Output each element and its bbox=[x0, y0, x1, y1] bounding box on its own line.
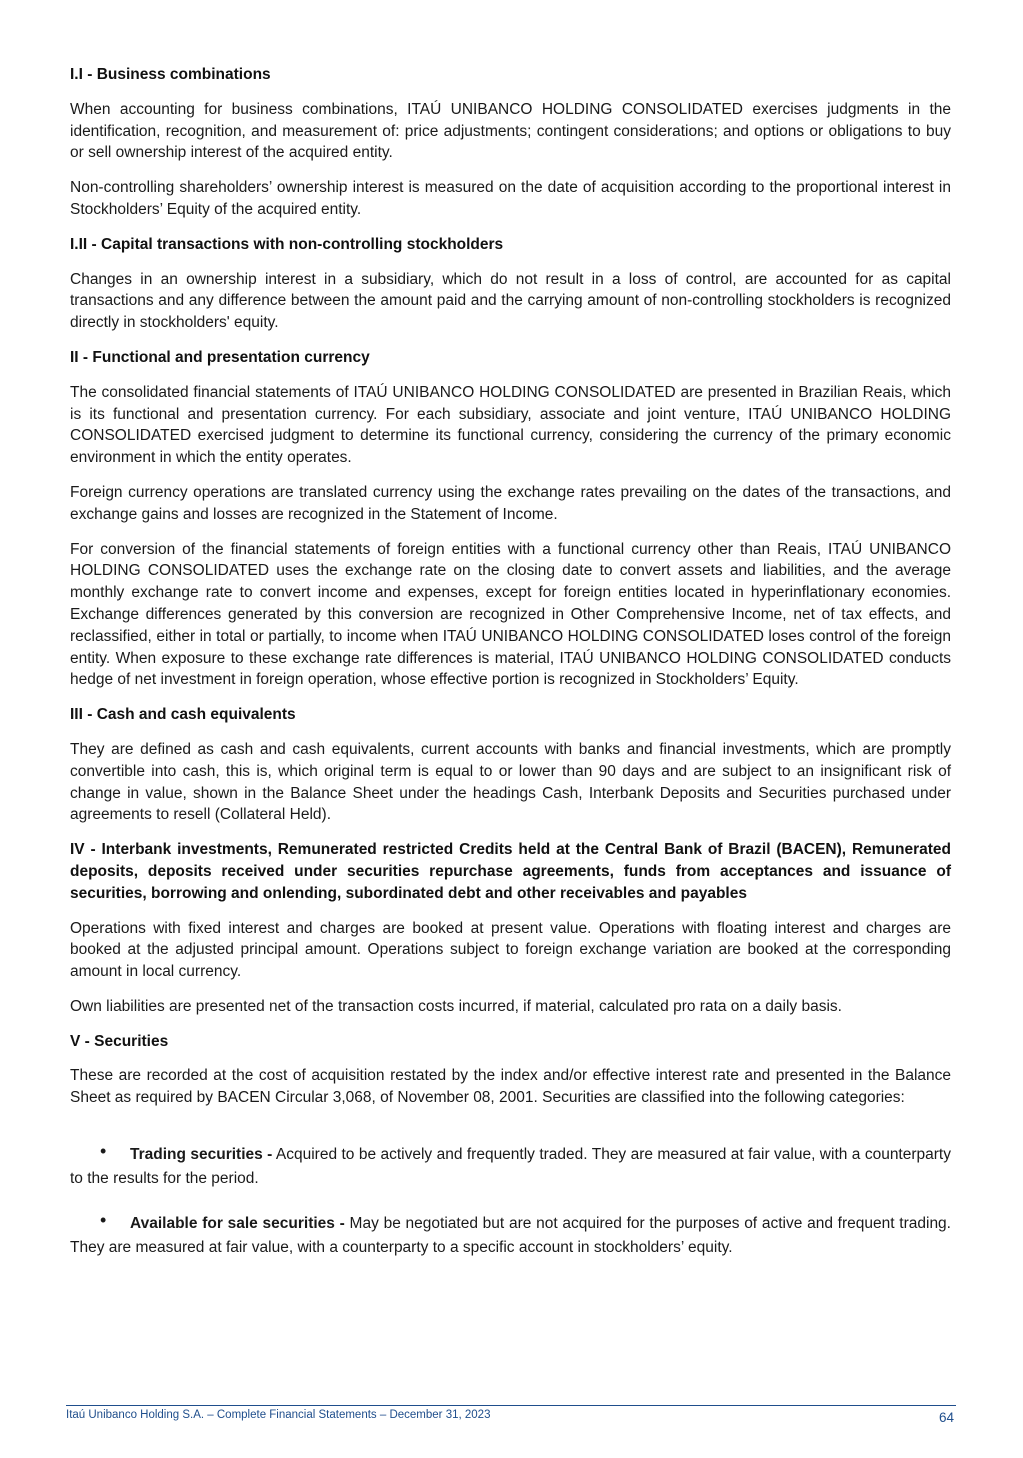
list-spacer bbox=[70, 1191, 951, 1210]
list-item-term: Available for sale securities - bbox=[130, 1215, 345, 1233]
paragraph: Changes in an ownership interest in a subsidiary, which do not result in a loss of control, are accounted for as capital transactions and any difference between the amount paid and the carrying amount of non-controlling stockholders is recognized directly in stockholders' equity. bbox=[70, 270, 951, 332]
paragraph: Non-controlling shareholders’ ownership interest is measured on the date of acquisition according to the proportional interest in Stockholders’ Equity of the acquired entity. bbox=[70, 179, 951, 218]
bullet-icon: • bbox=[100, 1210, 107, 1231]
paragraph: They are defined as cash and cash equivalents, current accounts with banks and financial investments, which are promptly convertible into cash, this is, which original term is equal to or lower than 90 days and are subject to an insignificant risk of change in value, shown in the Balance Sheet under the headings Cash, Interbank Deposits and Securities purchased under agreements to resell (Collateral Held). bbox=[70, 740, 951, 824]
paragraph: These are recorded at the cost of acquisition restated by the index and/or effective interest rate and presented in the Balance Sheet as required by BACEN Circular 3,068, of November 08, 2001. Securities are classified into the following categories: bbox=[70, 1067, 951, 1107]
section-heading-interbank-investments: IV - Interbank investments, Remunerated restricted Credits held at the Central Bank of Brazil (BACEN), Remunerated deposits, deposits received under securities repurchase agreements, funds from acceptances and issuance of securities, borrowing and onlending, subordinated debt and other receivables and payables bbox=[70, 841, 951, 902]
page-number: 64 bbox=[938, 1410, 954, 1425]
footer-text: Itaú Unibanco Holding S.A. – Complete Financial Statements – December 31, 2023 bbox=[66, 1409, 491, 1421]
list-item-trading-securities bbox=[70, 1141, 951, 1191]
section-heading-cash-equivalents: III - Cash and cash equivalents bbox=[70, 706, 296, 724]
list-spacer bbox=[70, 1122, 951, 1141]
paragraph: For conversion of the financial statements of foreign entities with a functional currency other than Reais, ITAÚ UNIBANCO HOLDING CONSOLIDATED uses the exchange rate on the closing date to convert assets and liabilities, and the average monthly exchange rate to convert income and expenses, except for foreign entities located in hyperinflationary economies. Exchange differences generated by this conversion are recognized in Other Comprehensive Income, net of tax effects, and reclassified, either in total or partially, to income when ITAÚ UNIBANCO HOLDING CONSOLIDATED loses control of the foreign entity. When exposure to these exchange rate differences is material, ITAÚ UNIBANCO HOLDING CONSOLIDATED conducts hedge of net investment in foreign operation, whose effective portion is recognized in Stockholders’ Equity. bbox=[70, 540, 951, 689]
paragraph: Operations with fixed interest and charges are booked at present value. Operations with floating interest and charges are booked at the adjusted principal amount. Operations subject to foreign exchange variation are booked at the corresponding amount in local currency. bbox=[70, 919, 951, 981]
section-heading-securities: V - Securities bbox=[70, 1032, 169, 1050]
list-item-text: Acquired to be actively and frequently traded. They are measured at fair value, with a counterparty to the results for the period. bbox=[70, 1146, 951, 1188]
paragraph: Foreign currency operations are translated currency using the exchange rates prevailing on the dates of the transactions, and exchange gains and losses are recognized in the Statement of Income. bbox=[70, 483, 951, 523]
list-item-text: May be negotiated but are not acquired for the purposes of active and frequent trading. They are measured at fair value, with a counterparty to a specific account in stockholders’ equity. bbox=[70, 1215, 951, 1257]
paragraph: Own liabilities are presented net of the transaction costs incurred, if material, calculated pro rata on a daily basis. bbox=[70, 997, 842, 1015]
section-heading-business-combinations: I.I - Business combinations bbox=[70, 66, 271, 83]
page-footer bbox=[66, 1405, 956, 1425]
paragraph: The consolidated financial statements of ITAÚ UNIBANCO HOLDING CONSOLIDATED are presented in Brazilian Reais, which is its functional and presentation currency. For each subsidiary, associate and joint venture, ITAÚ UNIBANCO HOLDING CONSOLIDATED exercised judgment to determine its functional currency, considering the currency of the primary economic environment in which the entity operates. bbox=[70, 383, 951, 467]
list-item-term: Trading securities - bbox=[130, 1146, 273, 1164]
document-body bbox=[70, 64, 951, 1260]
section-heading-functional-currency: II - Functional and presentation currency bbox=[70, 348, 370, 366]
bullet-icon: • bbox=[100, 1141, 107, 1162]
paragraph: When accounting for business combinations, ITAÚ UNIBANCO HOLDING CONSOLIDATED exercises judgments in the identification, recognition, and measurement of: price adjustments; contingent considerations; and options or obligations to buy or sell ownership interest of the acquired entity. bbox=[70, 100, 951, 162]
section-heading-capital-transactions: I.II - Capital transactions with non-controlling stockholders bbox=[70, 235, 504, 253]
list-item-available-for-sale bbox=[70, 1210, 951, 1260]
